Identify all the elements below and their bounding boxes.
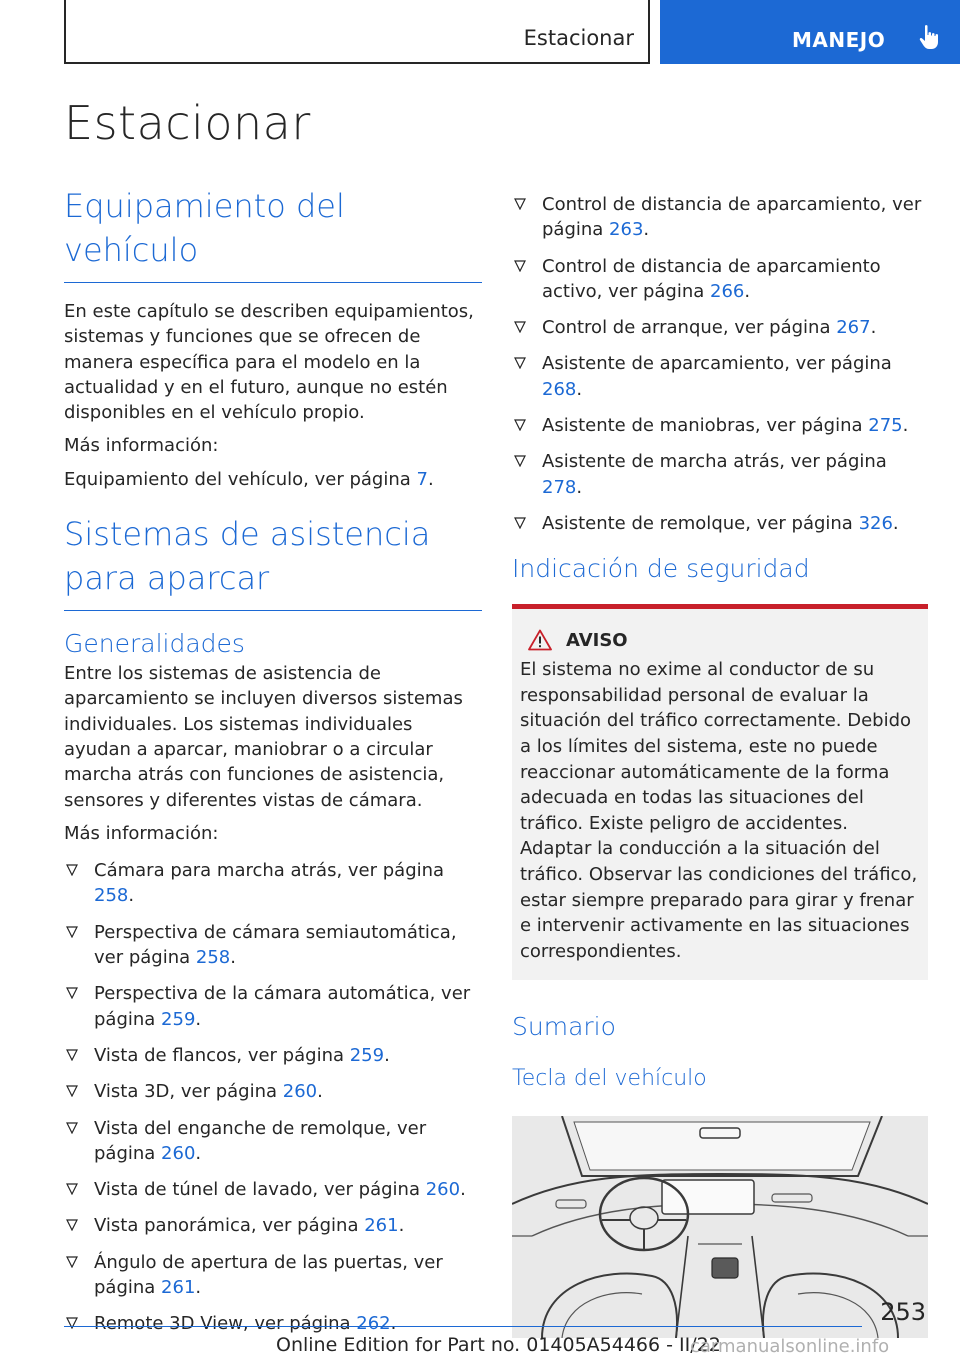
footer-watermark: carmanualsonline.info (690, 1336, 890, 1357)
warning-header (520, 629, 920, 651)
page-link[interactable]: 7 (416, 468, 428, 490)
page-link[interactable]: 278 (542, 476, 577, 498)
list-item: Control de arranque, ver página 267. (512, 315, 928, 340)
list-item: Vista de flancos, ver página 259. (64, 1043, 482, 1068)
list-item: Asistente de aparcamiento, ver página 268. (512, 351, 928, 402)
list-item: Control de distancia de aparcamiento, ver página 263. (512, 192, 928, 243)
header-section-tab (64, 0, 650, 64)
header-section-label: Estacionar (523, 26, 634, 50)
equipamiento-paragraph: En este capítulo se describen equipamientos, sistemas y funciones que se ofrecen de manera específica para el modelo en la actualidad y en el futuro, aunque no estén disponibles en el vehículo propio. (64, 301, 474, 424)
list-item: Cámara para marcha atrás, ver página 258. (64, 858, 482, 909)
bullet-triangle-icon (514, 260, 526, 272)
page-link[interactable]: 326 (858, 512, 893, 534)
page-link[interactable]: 275 (868, 415, 903, 437)
page-link[interactable]: 259 (349, 1044, 385, 1066)
header-chapter-tab (660, 0, 960, 64)
page-link[interactable]: 268 (542, 378, 577, 400)
page-link[interactable]: 262 (356, 1313, 391, 1335)
list-item: Vista 3D, ver página 260. (64, 1079, 482, 1104)
page-link[interactable]: 263 (609, 219, 644, 241)
page-title: Estacionar (64, 96, 311, 150)
vehicle-interior-illustration (512, 1116, 928, 1338)
list-item: Perspectiva de la cámara automática, ver página 259. (64, 981, 482, 1032)
bullet-triangle-icon (514, 455, 526, 467)
warning-title: AVISO (566, 629, 628, 651)
list-item: Vista panorámica, ver página 261. (64, 1213, 482, 1238)
bullet-triangle-icon (514, 321, 526, 333)
heading-sistemas-asistencia: Sistemas de asistencia para aparcar (64, 512, 482, 611)
list-item: Control de distancia de aparcamiento activo, ver página 266. (512, 254, 928, 305)
warning-text: El sistema no exime al conductor de su responsabilidad personal de evaluar la situación del tráfico correctamente. Debido a los límites del sistema, este no puede reaccionar automáticamente de la forma adecuada en todas las situaciones del tráfico. Existe peligro de accidentes. Adaptar la conducción a la situación del tráfico. Observar las condiciones del tráfico, estar siempre preparado para girar y frenar e intervenir activamente en las situaciones correspondientes. (520, 659, 918, 962)
page-link[interactable]: 258 (195, 947, 231, 969)
bullet-triangle-icon (514, 419, 526, 431)
page-link[interactable]: 259 (161, 1008, 196, 1030)
page-link[interactable]: 261 (364, 1215, 399, 1237)
list-item: Asistente de remolque, ver página 326. (512, 511, 928, 536)
left-column (64, 184, 482, 1348)
list-item: Remote 3D View, ver página 262. (64, 1311, 482, 1336)
hand-pointer-icon (918, 24, 942, 50)
footer-edition: Online Edition for Part no. 01405A54466 - II/22 (276, 1334, 721, 1356)
warning-triangle-icon (528, 629, 552, 651)
page-link[interactable]: 260 (282, 1081, 318, 1103)
list-item: Vista de túnel de lavado, ver página 260. (64, 1177, 482, 1202)
bullet-triangle-icon (66, 1049, 78, 1061)
equipamiento-more-info: Más información: (64, 435, 219, 457)
list-item: Asistente de maniobras, ver página 275. (512, 413, 928, 438)
list-item: Vista del enganche de remolque, ver página 260. (64, 1116, 482, 1167)
right-column (512, 192, 928, 1338)
bullet-triangle-icon (66, 1183, 78, 1195)
bullet-triangle-icon (66, 864, 78, 876)
bullet-triangle-icon (66, 1256, 78, 1268)
bullet-triangle-icon (66, 1219, 78, 1231)
header-chapter-label: MANEJO (792, 28, 886, 52)
heading-tecla-vehiculo: Tecla del vehículo (512, 1066, 707, 1092)
bullet-triangle-icon (514, 357, 526, 369)
bullet-triangle-icon (514, 517, 526, 529)
right-reference-list (512, 192, 928, 536)
heading-indicacion-seguridad: Indicación de seguridad (512, 554, 810, 584)
page-link[interactable]: 261 (161, 1277, 196, 1299)
page-number: 253 (880, 1298, 926, 1326)
list-item: Ángulo de apertura de las puertas, ver página 261. (64, 1250, 482, 1301)
page-link[interactable]: 258 (94, 885, 129, 907)
heading-sumario: Sumario (512, 1012, 616, 1042)
list-item: Perspectiva de cámara semiautomática, ver página 258. (64, 920, 482, 971)
heading-equipamiento: Equipamiento del vehículo (64, 184, 482, 283)
bullet-triangle-icon (66, 1317, 78, 1329)
generalidades-more-info: Más información: (64, 822, 219, 844)
bullet-triangle-icon (66, 1122, 78, 1134)
equipamiento-reference: Equipamiento del vehículo, ver página 7. (64, 468, 434, 490)
bullet-triangle-icon (66, 926, 78, 938)
bullet-triangle-icon (66, 987, 78, 999)
warning-box (512, 604, 928, 980)
list-item: Asistente de marcha atrás, ver página 278. (512, 449, 928, 500)
page-link[interactable]: 260 (425, 1179, 461, 1201)
footer-divider (64, 1326, 862, 1327)
left-reference-list (64, 858, 482, 1336)
page-link[interactable]: 260 (161, 1142, 196, 1164)
bullet-triangle-icon (66, 1085, 78, 1097)
generalidades-paragraph: Entre los sistemas de asistencia de aparcamiento se incluyen diversos sistemas individuales. Los sistemas individuales ayudan a aparcar, maniobrar o a circular marcha atrás con funciones de asistencia, sensores y diferentes vistas de cámara. (64, 663, 463, 811)
page-link[interactable]: 266 (710, 280, 745, 302)
bullet-triangle-icon (514, 198, 526, 210)
page-link[interactable]: 267 (836, 317, 871, 339)
heading-generalidades: Generalidades (64, 629, 245, 659)
dashboard-drawing (512, 1116, 928, 1338)
